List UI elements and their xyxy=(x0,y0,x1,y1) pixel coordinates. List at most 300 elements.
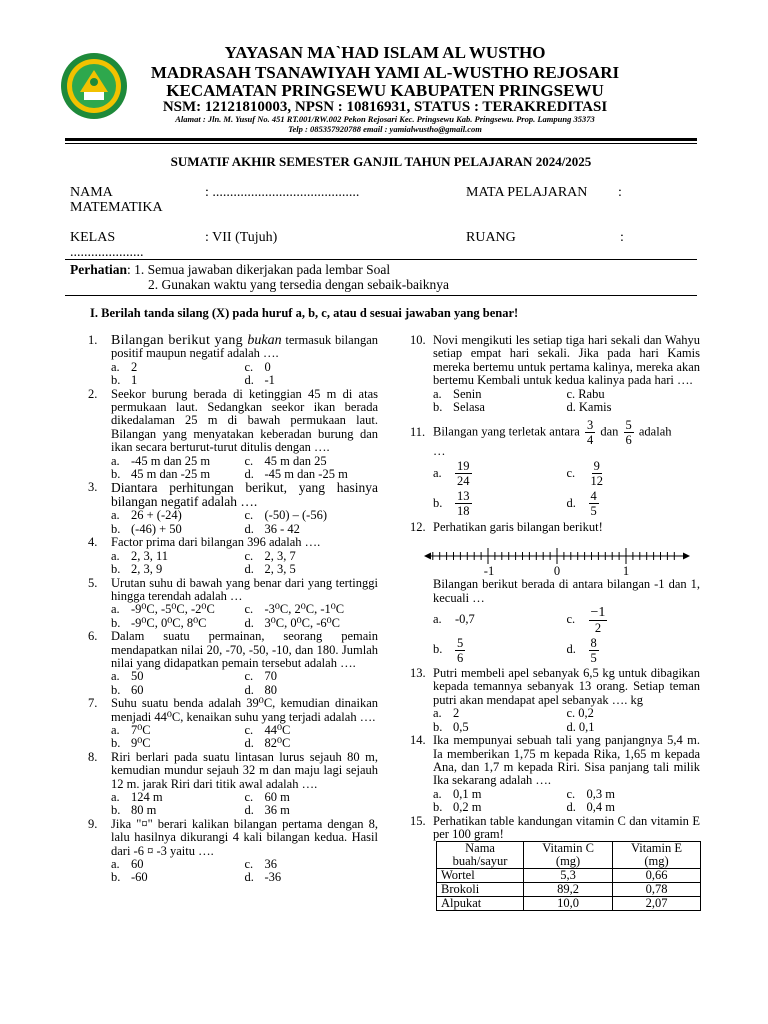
option-text: 0,1 xyxy=(578,719,595,734)
option-letter: b. xyxy=(111,682,121,697)
option-letter: d. xyxy=(244,521,254,536)
options-5 xyxy=(111,603,378,630)
question-number: 6. xyxy=(88,629,98,644)
table-cell: 0,78 xyxy=(613,883,701,897)
header-rule-thin xyxy=(65,143,697,144)
table-cell: Alpukat xyxy=(437,897,524,911)
option-b[interactable] xyxy=(111,523,245,536)
header-line: Nama xyxy=(465,841,495,856)
options-14 xyxy=(433,788,700,815)
option-text: 60 xyxy=(131,682,144,697)
option-text: 80 m xyxy=(131,803,157,818)
options-10 xyxy=(433,388,700,415)
header-line: (mg) xyxy=(555,854,581,869)
option-a[interactable] xyxy=(433,459,567,489)
option-letter: a. xyxy=(111,508,120,523)
numerator: −1 xyxy=(590,604,606,620)
fraction-5-6 xyxy=(455,636,465,665)
mapel-label: MATA PELAJARAN xyxy=(466,185,588,200)
option-letter: b. xyxy=(433,800,443,815)
question-15 xyxy=(410,815,700,842)
option-text: (-50) – (-56) xyxy=(264,508,327,523)
questions-right-column xyxy=(410,334,700,911)
perhatian-item2: 2. Gunakan waktu yang tersedia dengan sebaik-baiknya xyxy=(148,277,450,292)
option-letter: d. xyxy=(566,400,576,415)
option-letter: b. xyxy=(111,803,121,818)
option-letter: b. xyxy=(111,467,121,482)
option-d[interactable] xyxy=(567,801,701,814)
nama-label: NAMA xyxy=(70,185,113,200)
option-text: -60 xyxy=(131,870,148,885)
option-b[interactable] xyxy=(433,635,567,665)
header-line: Vitamin E xyxy=(631,841,683,856)
denominator: 18 xyxy=(457,504,470,519)
option-text: -0,7 xyxy=(455,612,475,627)
option-letter: b. xyxy=(111,373,121,388)
option-b[interactable] xyxy=(111,871,245,884)
school-contact: Telp : 085357920788 email : yamialwustho@gmail.com xyxy=(288,124,482,134)
option-letter: c. xyxy=(566,386,576,401)
option-b[interactable] xyxy=(111,374,245,387)
option-text: 2, 3, 11 xyxy=(131,548,169,563)
option-text: 2 xyxy=(131,359,138,374)
option-b[interactable] xyxy=(111,737,245,750)
option-a[interactable] xyxy=(111,858,245,871)
table-cell: 0,66 xyxy=(613,869,701,883)
option-letter: b. xyxy=(111,615,121,630)
options-8 xyxy=(111,791,378,818)
option-text: 60 xyxy=(131,857,144,872)
option-text: 45 m dan -25 m xyxy=(131,467,211,482)
option-d[interactable] xyxy=(567,721,701,734)
numerator: 3 xyxy=(586,418,594,433)
exam-title: SUMATIF AKHIR SEMESTER GANJIL TAHUN PELAJARAN 2024/2025 xyxy=(170,154,592,169)
option-text: 0 xyxy=(264,359,271,374)
option-text: 50 xyxy=(131,669,144,684)
option-letter: d. xyxy=(244,467,254,482)
header-line: (mg) xyxy=(644,854,669,869)
option-letter: d. xyxy=(244,682,254,697)
option-a[interactable] xyxy=(111,509,245,522)
option-text: 0,2 m xyxy=(453,800,482,815)
option-letter: b. xyxy=(111,870,121,885)
option-b[interactable] xyxy=(111,684,245,697)
option-letter: c. xyxy=(244,602,254,617)
option-letter: c. xyxy=(566,612,576,627)
school-name: MADRASAH TSANAWIYAH YAMI AL-WUSTHO REJOSARI xyxy=(150,63,620,82)
option-text: 2, 3, 7 xyxy=(264,548,296,563)
question-text xyxy=(433,418,700,447)
denominator: 6 xyxy=(457,650,464,665)
denominator: 24 xyxy=(457,474,470,489)
q1-text-pre: Bilangan berikut yang xyxy=(111,333,248,348)
option-letter: a. xyxy=(433,612,442,627)
option-a[interactable] xyxy=(433,388,567,401)
option-text: 0,5 xyxy=(453,719,469,734)
label-one: 1 xyxy=(622,564,630,579)
option-d[interactable] xyxy=(245,737,379,750)
option-text: Kamis xyxy=(578,400,612,415)
meta-rule xyxy=(65,259,697,260)
option-letter: c. xyxy=(244,548,254,563)
table-header-row xyxy=(437,842,701,869)
question-number: 15. xyxy=(410,813,426,828)
question-text: Suhu suatu benda adalah 39⁰C, kemudian dinaikan menjadi 44⁰C, kenaikan suhu yang terjadi adalah …. xyxy=(111,696,378,724)
option-letter: a. xyxy=(111,669,120,684)
perhatian-label: Perhatian xyxy=(70,262,127,277)
numerator: 13 xyxy=(457,489,470,504)
label-zero: 0 xyxy=(553,564,561,579)
question-text: Jika "¤" berari kalikan bilangan pertama dengan 8, lalu hasilnya dikurangi 4 kali bilangan kedua. Hasil dari -6 ¤ -3 yaitu …. xyxy=(111,816,378,858)
option-letter: a. xyxy=(433,466,442,481)
option-b[interactable] xyxy=(111,563,245,576)
options-9 xyxy=(111,858,378,885)
option-text: 3⁰C, 0⁰C, -6⁰C xyxy=(264,615,340,630)
option-a[interactable] xyxy=(111,670,245,683)
question-number: 8. xyxy=(88,749,98,764)
question-14 xyxy=(410,734,700,788)
option-a[interactable] xyxy=(111,603,245,616)
option-c[interactable] xyxy=(245,455,379,468)
option-d[interactable] xyxy=(245,374,379,387)
option-text: 2, 3, 9 xyxy=(131,562,163,577)
option-b[interactable] xyxy=(111,804,245,817)
question-2 xyxy=(88,388,378,455)
options-11 xyxy=(433,459,700,519)
table-row xyxy=(437,897,701,911)
question-8 xyxy=(88,751,378,791)
denominator: 5 xyxy=(590,504,597,519)
option-letter: d. xyxy=(566,496,576,511)
option-letter: c. xyxy=(566,466,576,481)
option-c[interactable] xyxy=(567,459,701,489)
option-letter: b. xyxy=(111,562,121,577)
option-d[interactable] xyxy=(567,401,701,414)
option-text: 7⁰C xyxy=(131,722,151,737)
header-rule xyxy=(65,138,697,141)
question-1 xyxy=(88,334,378,361)
question-text: Dalam suatu permainan, seorang pemain mendapatkan nilai 20, -70, -50, -10, dan 180. Jumlah nilai yang didapatkan pemain tersebut adalah …. xyxy=(111,629,378,670)
option-text: 2, 3, 5 xyxy=(264,562,296,577)
option-d[interactable] xyxy=(245,871,379,884)
option-c[interactable] xyxy=(245,724,379,737)
option-letter: d. xyxy=(244,373,254,388)
school-logo-icon xyxy=(60,52,128,120)
q11-text-mid: dan xyxy=(600,424,619,439)
question-6 xyxy=(88,630,378,670)
option-letter: d. xyxy=(244,562,254,577)
option-c[interactable] xyxy=(245,509,379,522)
question-text: Diantara perhitungan berikut, yang hasinya bilangan negatif adalah …. xyxy=(111,480,378,510)
option-letter: d. xyxy=(566,800,576,815)
q12-prompt: Bilangan berikut berada di antara bilangan -1 dan 1, kecuali … xyxy=(433,577,700,605)
option-letter: c. xyxy=(566,706,576,721)
option-letter: c. xyxy=(566,786,576,801)
option-text: 36 xyxy=(264,857,277,872)
option-text: 124 m xyxy=(131,790,163,804)
question-text: Novi mengikuti les setiap tiga hari sekali dan Wahyu setiap empat hari sekali. Jika pada hari Kamis mereka bertemu untuk pertama kalinya, mereka akan bertemu Kembali untuk kedua kalinya pada hari …. xyxy=(433,333,700,388)
option-letter: c. xyxy=(244,453,254,468)
question-number: 11. xyxy=(410,425,426,440)
options-2 xyxy=(111,455,378,482)
option-letter: c. xyxy=(244,669,254,684)
option-a[interactable] xyxy=(433,788,567,801)
numerator: 19 xyxy=(457,459,470,474)
option-a[interactable] xyxy=(111,724,245,737)
fraction-13-18 xyxy=(455,489,472,518)
option-letter: a. xyxy=(111,602,120,617)
question-number: 12. xyxy=(410,519,426,534)
option-c[interactable] xyxy=(567,707,701,720)
option-text: 36 m xyxy=(264,803,290,818)
option-text: -45 m dan -25 m xyxy=(264,467,348,482)
option-a[interactable] xyxy=(433,605,567,635)
option-letter: a. xyxy=(433,386,442,401)
arrow-right-icon xyxy=(683,553,690,560)
option-d[interactable] xyxy=(245,617,379,630)
option-letter: a. xyxy=(111,548,120,563)
option-text: (-46) + 50 xyxy=(131,521,182,536)
table-cell: Wortel xyxy=(437,869,524,883)
option-text: 0,3 m xyxy=(586,786,615,801)
option-letter: d. xyxy=(566,642,576,657)
q11-text-pre: Bilangan yang terletak antara xyxy=(433,424,580,439)
option-letter: d. xyxy=(566,719,576,734)
question-12 xyxy=(410,521,700,534)
q11-text-post: adalah xyxy=(638,424,672,439)
school-address: Alamat : Jln. M. Yusuf No. 451 RT.001/RW.002 Pekon Rejosari Kec. Pringsewu Kab. Pringsewu. Prop. Lampung 35373 xyxy=(175,114,595,124)
question-number: 9. xyxy=(88,816,98,831)
option-letter: d. xyxy=(244,736,254,751)
option-b[interactable] xyxy=(433,489,567,519)
option-text: 80 xyxy=(264,682,277,697)
table-cell: Brokoli xyxy=(437,883,524,897)
label-minus-one: -1 xyxy=(483,564,495,579)
option-c[interactable] xyxy=(245,603,379,616)
kelas-label: KELAS xyxy=(70,230,116,245)
option-letter: a. xyxy=(433,706,442,721)
fraction-5-6 xyxy=(624,418,634,447)
option-d[interactable] xyxy=(245,468,379,481)
option-letter: a. xyxy=(111,453,120,468)
option-text: 60 m xyxy=(264,790,290,804)
option-text: 82⁰C xyxy=(264,736,291,751)
perhatian-item1: : 1. Semua jawaban dikerjakan pada lembar Soal xyxy=(127,262,391,277)
option-b[interactable] xyxy=(433,401,567,414)
question-text: Ika mempunyai sebuah tali yang panjangnya 5,4 m. Ia memberikan 1,75 m kepada Rika, 1,65 m kepada Ana, dan 1,7 m kepada Riri. Sisa panjang tali milik Ika sekarang adalah …. xyxy=(433,733,700,788)
option-d[interactable] xyxy=(567,489,701,519)
table-cell: 5,3 xyxy=(524,869,613,883)
options-12 xyxy=(433,605,700,665)
option-text: Selasa xyxy=(453,400,485,415)
header-line: buah/sayur xyxy=(452,854,508,869)
table-row xyxy=(437,869,701,883)
option-letter: b. xyxy=(433,400,443,415)
option-text: -36 xyxy=(264,870,282,885)
table-header xyxy=(613,842,701,869)
option-text: 0,4 m xyxy=(586,800,615,815)
option-letter: d. xyxy=(244,803,254,818)
district-name: KECAMATAN PRINGSEWU KABUPATEN PRINGSEWU xyxy=(166,81,604,100)
numerator: 4 xyxy=(590,489,597,504)
question-number: 10. xyxy=(410,333,426,347)
question-text: Riri berlari pada suatu lintasan lurus sejauh 80 m, kemudian mundur sejauh 32 m dan maju lagi sejauh 12 m. jarak Riri dari titik awal adalah …. xyxy=(111,749,378,791)
option-a[interactable] xyxy=(111,455,245,468)
q11-continuation: … xyxy=(433,444,446,459)
question-9 xyxy=(88,818,378,858)
option-d[interactable] xyxy=(245,523,379,536)
option-b[interactable] xyxy=(433,801,567,814)
school-ids: NSM: 12121810003, NPSN : 10816931, STATUS : TERAKREDITASI xyxy=(162,99,608,115)
option-c[interactable] xyxy=(245,670,379,683)
option-b[interactable] xyxy=(111,617,245,630)
question-text: Perhatikan table kandungan vitamin C dan vitamin E per 100 gram! xyxy=(433,813,700,841)
option-text: 0,2 xyxy=(578,706,594,721)
ruang-label: RUANG xyxy=(466,230,516,245)
question-number: 2. xyxy=(88,386,98,401)
mapel-colon: : xyxy=(618,185,622,200)
option-d[interactable] xyxy=(245,804,379,817)
option-text: 2 xyxy=(453,706,460,721)
option-b[interactable] xyxy=(433,721,567,734)
denominator: 4 xyxy=(586,433,594,448)
fraction-19-24 xyxy=(455,459,472,488)
question-11 xyxy=(410,418,700,447)
question-number: 1. xyxy=(88,333,98,347)
option-text: 1 xyxy=(131,373,138,388)
numerator: 8 xyxy=(590,635,597,650)
numerator: 5 xyxy=(457,635,464,650)
fraction-8-5 xyxy=(589,636,599,665)
number-line-graphic xyxy=(410,534,700,578)
options-13 xyxy=(433,707,700,734)
option-text: -45 m dan 25 m xyxy=(131,453,211,468)
option-c[interactable] xyxy=(567,788,701,801)
denominator: 5 xyxy=(590,650,597,665)
arrow-left-icon xyxy=(424,553,431,560)
table-cell: 2,07 xyxy=(613,897,701,911)
option-c[interactable] xyxy=(567,388,701,401)
numerator: 9 xyxy=(593,459,600,474)
option-b[interactable] xyxy=(111,468,245,481)
options-1 xyxy=(111,361,378,388)
denominator: 2 xyxy=(594,620,602,635)
question-number: 13. xyxy=(410,666,426,681)
option-letter: c. xyxy=(244,508,254,523)
option-letter: c. xyxy=(244,722,254,737)
option-a[interactable] xyxy=(111,550,245,563)
option-a[interactable] xyxy=(433,707,567,720)
option-text: 70 xyxy=(264,669,277,684)
question-4 xyxy=(88,536,378,549)
numerator: 5 xyxy=(625,418,632,433)
header-line: Vitamin C xyxy=(542,841,594,856)
question-number: 7. xyxy=(88,696,98,711)
option-letter: c. xyxy=(244,857,254,872)
nama-field: : .......................................... xyxy=(205,185,360,200)
option-letter: d. xyxy=(244,870,254,885)
option-letter: a. xyxy=(111,790,120,804)
option-d[interactable] xyxy=(245,684,379,697)
option-letter: c. xyxy=(244,359,254,374)
question-text: Putri membeli apel sebanyak 6,5 kg untuk dibagikan kepada temannya sebanyak 13 orang. Setiap teman putri akan mendapat apel sebanyak …. kg xyxy=(433,666,700,707)
ruang-colon: : xyxy=(620,230,624,245)
fraction-minus-1-2 xyxy=(589,606,608,635)
option-text: -1 xyxy=(264,373,275,388)
question-text: Perhatikan garis bilangan berikut! xyxy=(433,519,603,534)
foundation-name: YAYASAN MA`HAD ISLAM AL WUSTHO xyxy=(224,43,546,62)
option-letter: d. xyxy=(244,615,254,630)
denominator: 12 xyxy=(590,474,603,489)
options-4 xyxy=(111,550,378,577)
perhatian-rule xyxy=(65,295,697,296)
question-text xyxy=(111,334,378,361)
section-instruction: I. Berilah tanda silang (X) pada huruf a, b, c, atau d sesuai jawaban yang benar! xyxy=(90,306,519,320)
option-text: -9⁰C, 0⁰C, 8⁰C xyxy=(131,615,207,630)
question-text: Urutan suhu di bawah yang benar dari yang tertinggi hingga terendah adalah … xyxy=(111,575,378,603)
option-a[interactable] xyxy=(111,361,245,374)
question-5 xyxy=(88,577,378,604)
option-d[interactable] xyxy=(567,635,701,665)
denominator: 6 xyxy=(625,433,632,448)
option-letter: b. xyxy=(111,521,121,536)
table-cell: 89,2 xyxy=(524,883,613,897)
option-d[interactable] xyxy=(245,563,379,576)
option-text: 26 + (-24) xyxy=(131,508,182,523)
question-number: 4. xyxy=(88,535,98,550)
option-text: 0,1 m xyxy=(453,786,482,801)
options-6 xyxy=(111,670,378,697)
option-text: 9⁰C xyxy=(131,736,151,751)
option-letter: a. xyxy=(111,857,120,872)
option-text: 44⁰C xyxy=(264,722,291,737)
table-row xyxy=(437,883,701,897)
fraction-9-12 xyxy=(589,459,606,488)
question-text: Seekor burung berada di ketinggian 45 m di atas permukaan laut. Sedangkan seekor ikan berada dikedalaman 25 m di bawah permukaan laut. Bilangan yang menyatakan keberadan burung dan ikan secara berturut-turut ditulis dengan …. xyxy=(111,386,378,455)
option-letter: c. xyxy=(244,790,254,804)
question-10 xyxy=(410,334,700,388)
option-text: -9⁰C, -5⁰C, -2⁰C xyxy=(131,602,215,617)
option-c[interactable] xyxy=(245,361,379,374)
table-cell: 10,0 xyxy=(524,897,613,911)
table-header xyxy=(437,842,524,869)
option-c[interactable] xyxy=(245,791,379,804)
option-text: 45 m dan 25 xyxy=(264,453,327,468)
question-number: 14. xyxy=(410,733,426,748)
option-letter: b. xyxy=(433,496,443,511)
option-a[interactable] xyxy=(111,791,245,804)
option-c[interactable] xyxy=(567,605,701,635)
option-letter: a. xyxy=(433,786,442,801)
question-number: 5. xyxy=(88,575,98,590)
questions-left-column xyxy=(88,334,378,885)
table-header xyxy=(524,842,613,869)
q1-text-post: termasuk bilangan positif maupun negatif adalah …. xyxy=(111,333,378,361)
options-7 xyxy=(111,724,378,751)
fraction-4-5 xyxy=(589,489,599,518)
option-letter: b. xyxy=(433,642,443,657)
option-c[interactable] xyxy=(245,858,379,871)
number-line xyxy=(410,534,700,578)
vitamin-table xyxy=(436,841,701,911)
option-c[interactable] xyxy=(245,550,379,563)
option-text: Rabu xyxy=(578,386,605,401)
question-number: 3. xyxy=(88,480,98,495)
question-13 xyxy=(410,667,700,707)
option-letter: a. xyxy=(111,359,120,374)
question-3 xyxy=(88,481,378,509)
option-letter: b. xyxy=(111,736,121,751)
